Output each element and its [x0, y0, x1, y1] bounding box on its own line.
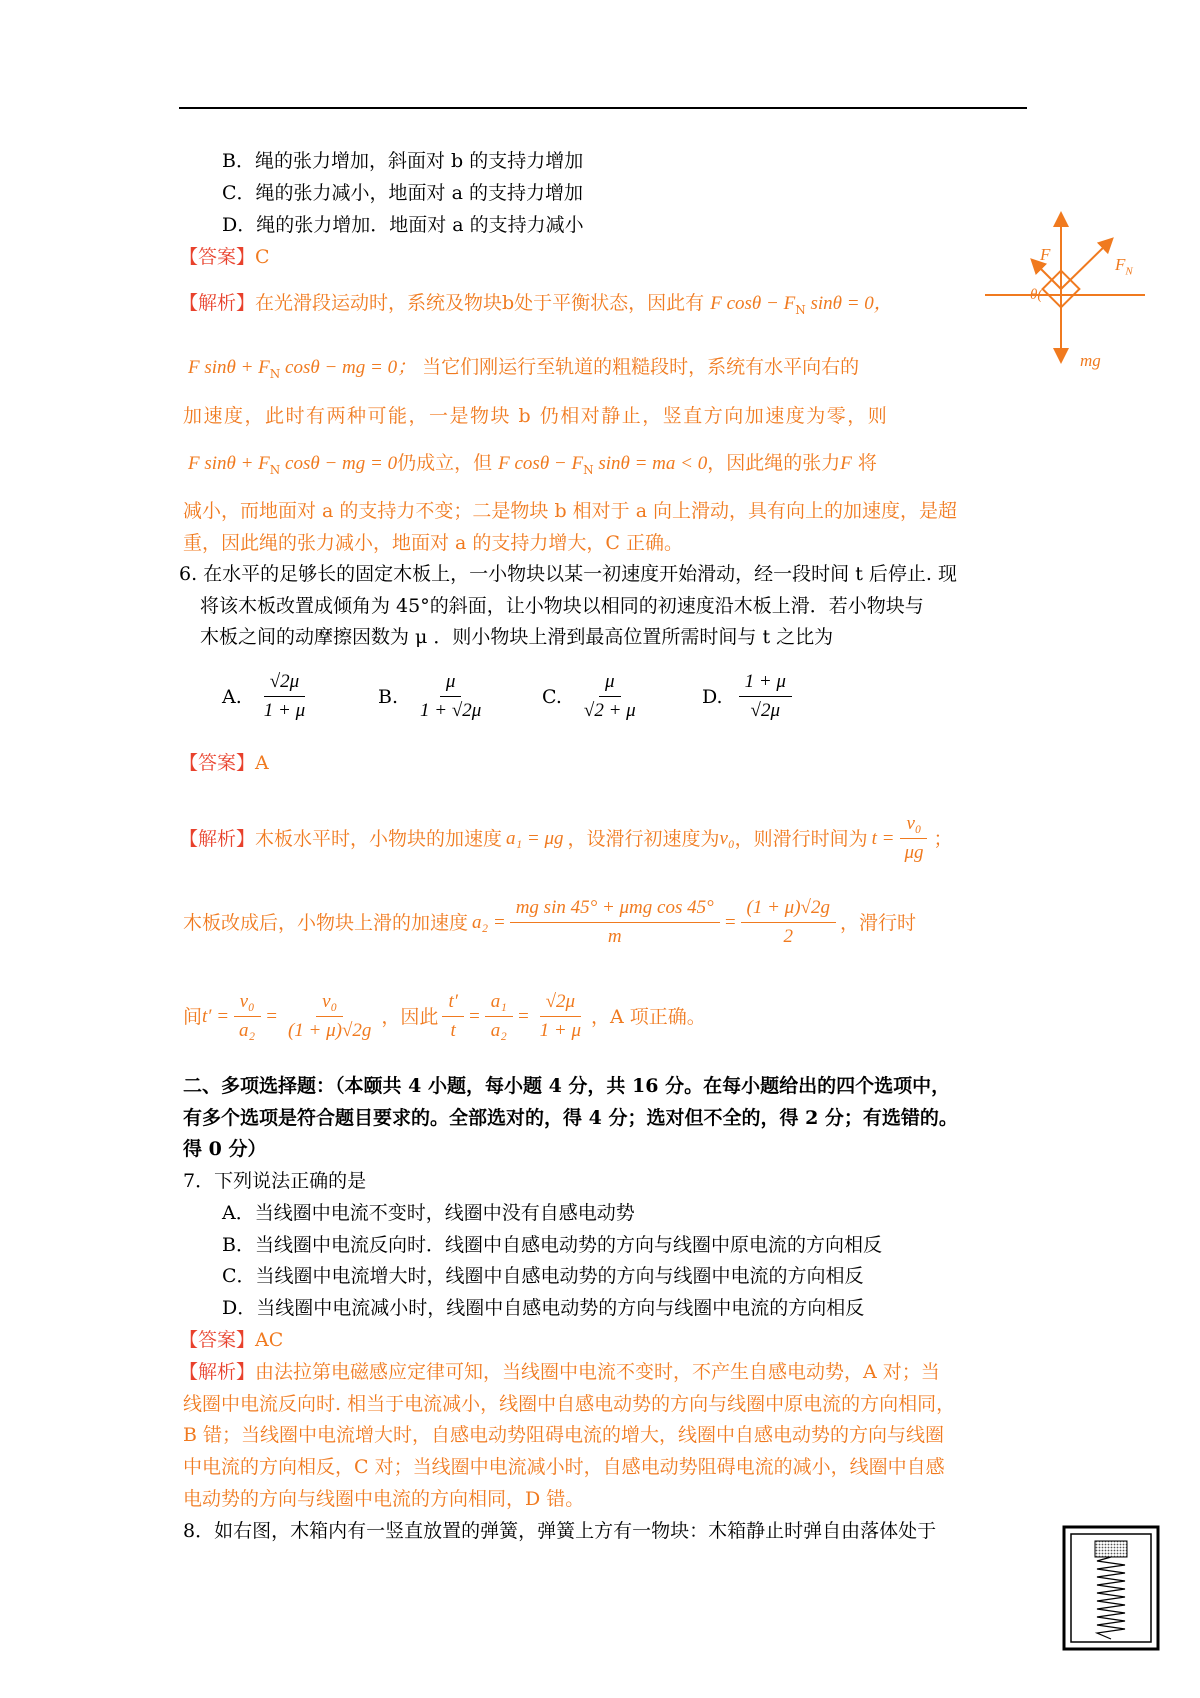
q7-option-c: C．当线圈中电流增大时，线圈中自感电动势的方向与线圈中电流的方向相反 [222, 1265, 864, 1287]
section2-heading-1: 二、多项选择题：（本颐共 4 小题，每小题 4 分，共 16 分。在每小题给出的四个选项中， [183, 1075, 951, 1097]
analysis-text: 在光滑段运动时，系统及物块b处于平衡状态，因此有 [255, 292, 705, 314]
q6-analysis-line-1 [179, 812, 953, 865]
equation: F cosθ − F [498, 453, 584, 474]
label-theta: θ( [1030, 287, 1043, 303]
answer-tag: 【答案】 [179, 1329, 256, 1351]
punctuation: ； [933, 827, 953, 850]
q7-stem: 7．下列说法正确的是 [183, 1170, 367, 1192]
analysis-text: ，滑行时 [839, 911, 916, 934]
fraction [534, 990, 587, 1043]
label-FN-sub: N [1125, 265, 1133, 278]
analysis-text: ，设滑行初速度为 [567, 827, 720, 850]
subscript: N [795, 302, 806, 317]
analysis-text: 间 [183, 1005, 203, 1028]
answer-value: AC [255, 1329, 284, 1351]
numerator: v₀ [316, 990, 343, 1017]
numerator: t′ [442, 990, 463, 1017]
analysis-text: 仍成立，但 [397, 452, 493, 474]
option-label: D. [702, 685, 723, 708]
equation: = [723, 911, 737, 933]
analysis-text: ，A 项正确。 [591, 1005, 706, 1028]
numerator: √2μ [264, 670, 305, 697]
subscript: N [583, 462, 594, 477]
equation: a₂ = [472, 911, 506, 933]
answer-tag: 【答案】 [179, 246, 256, 268]
fraction [442, 990, 463, 1043]
analysis-text: 当它们刚运行至轨道的粗糙段时，系统有水平向右的 [422, 356, 860, 378]
q5-analysis-line-2 [188, 354, 859, 387]
q5-analysis-line-3: 加速度，此时有两种可能，一是物块 b 仍相对静止，竖直方向加速度为零，则 [183, 405, 889, 427]
section2-heading-3: 得 0 分） [183, 1138, 267, 1160]
numerator: √2μ [540, 990, 581, 1017]
option-label: C. [542, 685, 562, 708]
q6-option-b [378, 670, 491, 723]
q6-analysis-line-2 [183, 896, 916, 949]
analysis-text: 由法拉第电磁感应定律可知，当线圈中电流不变时，不产生自感电动势，A 对；当 [255, 1361, 940, 1383]
numerator: 1 + μ [739, 670, 792, 697]
equation: F [840, 453, 852, 474]
answer-value: A [255, 752, 269, 774]
q7-analysis-line-2: 线圈中电流反向时. 相当于电流减小，线圈中自感电动势的方向与线圈中原电流的方向相同， [183, 1393, 956, 1415]
q5-option-d: D．绳的张力增加．地面对 a 的支持力减小 [222, 214, 584, 236]
q5-option-c: C．绳的张力减小，地面对 a 的支持力增加 [222, 182, 583, 204]
equation: cosθ − mg = 0 [280, 453, 398, 474]
option-fraction [414, 670, 487, 723]
q6-stem-2: 将该木板改置成倾角为 45°的斜面，让小物块以相同的初速度沿木板上滑．若小物块与 [200, 595, 924, 617]
q6-option-a [222, 670, 315, 723]
numerator: mg sin 45° + μmg cos 45° [510, 896, 720, 923]
equation: v₀ [719, 827, 735, 849]
fraction [898, 812, 929, 865]
fraction [282, 990, 377, 1043]
equation: t = [871, 827, 895, 849]
denominator: √2μ [750, 700, 781, 721]
q6-stem-3: 木板之间的动摩擦因数为 μ ．则小物块上滑到最高位置所需时间与 t 之比为 [200, 626, 834, 648]
equation: = [516, 1005, 530, 1027]
denominator: 1 + μ [263, 700, 306, 721]
q6-option-d [702, 670, 796, 723]
option-fraction [578, 670, 642, 723]
denominator: a₂ [490, 1020, 507, 1041]
q5-analysis-line-4 [188, 450, 877, 483]
option-label: A. [222, 685, 242, 708]
option-fraction [739, 670, 792, 723]
analysis-tag: 【解析】 [179, 292, 256, 314]
q5-analysis-line-1 [179, 290, 893, 323]
q5-answer [179, 244, 270, 270]
q6-stem-1: 6. 在水平的足够长的固定木板上，一小物块以某一初速度开始滑动，经一段时间 t 后停止. 现 [179, 563, 957, 585]
numerator: μ [599, 670, 621, 697]
denominator: t [450, 1020, 456, 1041]
numerator: v₀ [900, 812, 927, 839]
equation: a₁ = μg [506, 827, 564, 849]
fraction [233, 990, 261, 1043]
analysis-text: 将 [851, 452, 877, 474]
label-mg: mg [1080, 351, 1101, 370]
label-F: F [1040, 245, 1051, 264]
denominator: a₂ [239, 1020, 256, 1041]
q7-analysis-line-5: 电动势的方向与线圈中电流的方向相同，D 错。 [183, 1488, 585, 1510]
subscript: N [269, 462, 281, 477]
q5-analysis-line-5: 减小，而地面对 a 的支持力不变；二是物块 b 相对于 a 向上滑动，具有向上的加速度，是超 [183, 500, 958, 522]
section2-heading-2: 有多个选项是符合题目要求的。全部选对的，得 4 分；选对但不全的，得 2 分；有选错的。 [183, 1107, 958, 1129]
q7-answer [179, 1327, 283, 1353]
q5-option-b: B．绳的张力增加，斜面对 b 的支持力增加 [222, 150, 584, 172]
numerator: v₀ [234, 990, 261, 1017]
equation: = [265, 1005, 278, 1027]
denominator: μg [904, 842, 924, 863]
equation: sinθ = ma < 0 [593, 453, 708, 474]
analysis-text: 木板改成后，小物块上滑的加速度 [183, 911, 469, 934]
q7-analysis-line-1 [179, 1359, 940, 1385]
analysis-text: ，则滑行时间为 [734, 827, 868, 850]
numerator: (1 + μ)√2g [741, 896, 836, 923]
equation: F sinθ + F [188, 357, 270, 378]
answer-value: C [255, 246, 270, 268]
spring-box-diagram [1062, 1525, 1162, 1655]
analysis-text: 木板水平时，小物块的加速度 [255, 827, 503, 850]
denominator: 2 [783, 926, 793, 947]
option-fraction [258, 670, 311, 723]
q5-analysis-line-6: 重，因此绳的张力减小，地面对 a 的支持力增大，C 正确。 [183, 532, 683, 554]
q7-option-b: B．当线圈中电流反向时．线圈中自感电动势的方向与线圈中原电流的方向相反 [222, 1234, 882, 1256]
denominator: 1 + √2μ [420, 700, 482, 721]
fraction [741, 896, 836, 949]
analysis-tag: 【解析】 [179, 827, 256, 850]
option-label: B. [378, 685, 399, 708]
denominator: m [607, 926, 622, 947]
subscript: N [269, 366, 281, 381]
label-FN [1115, 252, 1133, 284]
equation: cosθ − mg = 0； [280, 357, 417, 378]
numerator: μ [440, 670, 462, 697]
q7-option-a: A．当线圈中电流不变时，线圈中没有自感电动势 [222, 1202, 635, 1224]
label-FN-main: F [1115, 255, 1126, 274]
equation: t′ = [202, 1005, 230, 1027]
answer-tag: 【答案】 [179, 752, 256, 774]
q7-analysis-line-4: 中电流的方向相反，C 对；当线圈中电流减小时，自感电动势阻碍电流的减小，线圈中自感 [183, 1456, 945, 1478]
q7-analysis-line-3: B 错；当线圈中电流增大时，自感电动势阻碍电流的增大，线圈中自感电动势的方向与线圈 [183, 1424, 945, 1446]
numerator: a₁ [485, 990, 513, 1017]
q7-option-d: D．当线圈中电流减小时，线圈中自感电动势的方向与线圈中电流的方向相反 [222, 1297, 865, 1319]
q6-answer [179, 750, 269, 776]
analysis-tag: 【解析】 [179, 1361, 256, 1383]
equation: = [467, 1005, 481, 1027]
equation: F sinθ + F [188, 453, 270, 474]
analysis-text: ，因此绳的张力 [707, 452, 841, 474]
denominator: 1 + μ [539, 1020, 581, 1041]
fraction [510, 896, 720, 949]
fraction [485, 990, 513, 1043]
header-rule [179, 107, 1027, 109]
q6-analysis-line-3 [183, 990, 706, 1043]
denominator: (1 + μ)√2g [287, 1020, 372, 1041]
equation: sinθ = 0， [805, 293, 893, 314]
analysis-text: ，因此 [381, 1005, 439, 1028]
q8-stem: 8．如右图，木箱内有一竖直放置的弹簧，弹簧上方有一物块：木箱静止时弹自由落体处于 [183, 1520, 937, 1542]
q6-option-c [542, 670, 646, 723]
denominator: √2 + μ [583, 700, 636, 721]
force-diagram [985, 210, 1145, 370]
equation: F cosθ − F [710, 293, 796, 314]
